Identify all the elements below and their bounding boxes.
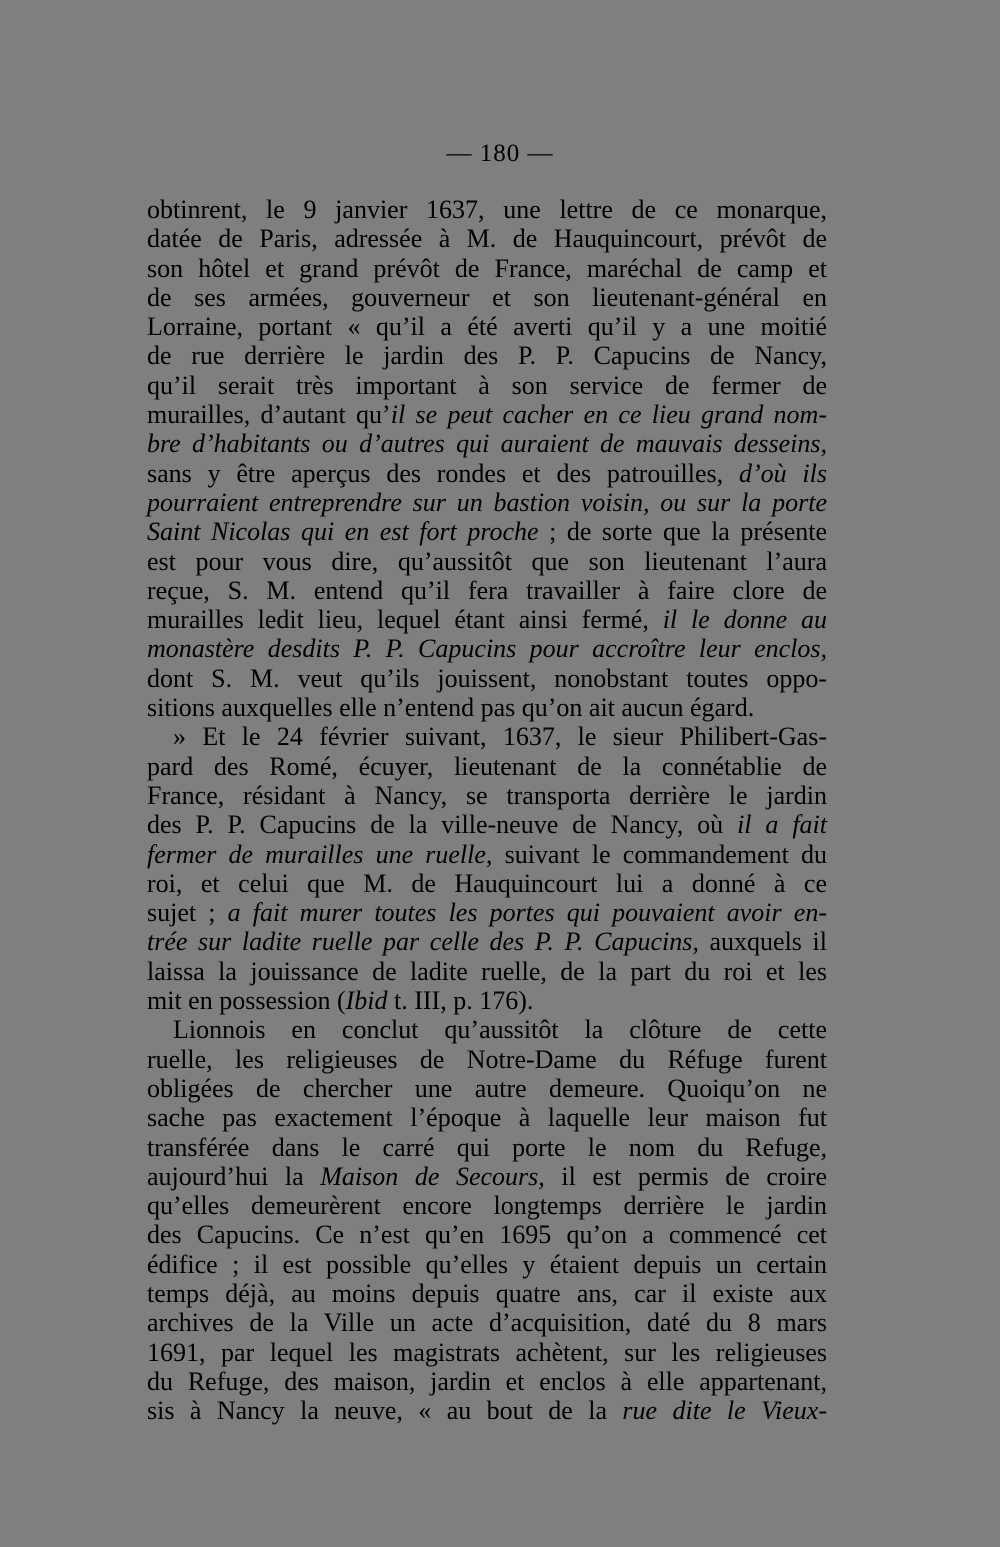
text-run: obligées de chercher une autre demeure. Quoiqu’on ne <box>147 1073 827 1103</box>
text-run: roi, et celui que M. de Hauquincourt lui a donné à ce <box>147 868 827 898</box>
italic-text: il se peut cacher en ce lieu grand nom- <box>390 400 827 430</box>
text-run: des Capucins. Ce n’est qu’en 1695 qu’on a commencé cet <box>147 1220 827 1250</box>
text-line <box>147 1367 827 1396</box>
text-line <box>147 459 827 488</box>
text-run: est pour vous dire, qu’aussitôt que son lieutenant l’aura <box>147 546 827 576</box>
text-line <box>147 371 827 400</box>
text-line <box>147 429 827 458</box>
italic-text: Saint Nicolas qui en est fort proche <box>147 517 539 547</box>
text-run: qu’il serait très important à son service de fermer de <box>147 370 827 400</box>
text-line <box>147 664 827 693</box>
text-line <box>147 283 827 312</box>
text-line <box>147 341 827 370</box>
text-run: dont S. M. veut qu’ils jouissent, nonobstant toutes oppo- <box>147 663 827 693</box>
italic-text: d’où ils <box>738 458 827 488</box>
text-run: sis à Nancy la neuve, « au bout de la <box>147 1396 623 1426</box>
text-run: laissa la jouissance de ladite ruelle, de la part du roi et les <box>147 956 827 986</box>
page-number: — 180 — <box>446 140 554 167</box>
text-line <box>147 840 827 869</box>
text-line <box>147 1103 827 1132</box>
text-line <box>147 1191 827 1220</box>
text-run: des P. P. Capucins de la ville-neuve de Nancy, où <box>147 810 738 840</box>
text-line <box>147 224 827 253</box>
text-run: sujet ; <box>147 898 228 928</box>
italic-text: a fait murer toutes les portes qui pouvaient avoir en- <box>227 898 827 928</box>
text-line <box>147 1308 827 1337</box>
text-line <box>147 898 827 927</box>
text-line <box>147 752 827 781</box>
text-run: son hôtel et grand prévôt de France, maréchal de camp et <box>147 253 827 283</box>
italic-text: Ibid <box>345 986 388 1016</box>
text-line <box>147 195 827 224</box>
text-line <box>147 312 827 341</box>
text-line <box>147 634 827 663</box>
text-run: archives de la Ville un acte d’acquisition, daté du 8 mars <box>147 1308 827 1338</box>
text-run: sache pas exactement l’époque à laquelle leur maison fut <box>147 1103 827 1133</box>
text-run: de rue derrière le jardin des P. P. Capucins de Nancy, <box>147 341 827 371</box>
text-line <box>147 1162 827 1191</box>
italic-text: pourraient entreprendre sur un bastion voisin, ou sur la porte <box>147 487 827 517</box>
italic-text: Maison de Secours, <box>320 1161 545 1191</box>
text-run: sitions auxquelles elle n’entend pas qu’on ait aucun égard. <box>147 693 755 723</box>
text-line <box>147 1338 827 1367</box>
text-run: 1691, par lequel les magistrats achètent, sur les religieuses <box>147 1337 827 1367</box>
text-line <box>147 927 827 956</box>
text-line <box>147 1015 827 1044</box>
text-run: sans y être aperçus des rondes et des patrouilles, <box>147 458 739 488</box>
text-line <box>147 781 827 810</box>
text-run: Lionnois en conclut qu’aussitôt la clôture de cette <box>173 1015 827 1045</box>
text-run: du Refuge, des maison, jardin et enclos à elle appartenant, <box>147 1366 827 1396</box>
text-run: Lorraine, portant « qu’il a été averti qu’il y a une moitié <box>147 312 827 342</box>
text-line <box>147 1045 827 1074</box>
text-run: France, résidant à Nancy, se transporta derrière le jardin <box>147 780 827 810</box>
text-line <box>147 957 827 986</box>
text-line <box>147 1279 827 1308</box>
italic-text: rue dite le Vieux- <box>622 1396 827 1426</box>
text-run: qu’elles demeurèrent encore longtemps derrière le jardin <box>147 1191 827 1221</box>
text-line <box>147 869 827 898</box>
text-line <box>147 547 827 576</box>
text-line <box>147 254 827 283</box>
text-run: suivant le commandement du <box>492 839 827 869</box>
text-run: t. III, p. 176). <box>387 986 534 1016</box>
text-run: murailles ledit lieu, lequel étant ainsi fermé, <box>147 605 663 635</box>
body-text <box>147 195 827 1425</box>
italic-text: il a fait <box>737 810 827 840</box>
text-run: édifice ; il est possible qu’elles y étaient depuis un certain <box>147 1249 827 1279</box>
text-line <box>147 400 827 429</box>
text-run: mit en possession ( <box>147 986 346 1016</box>
text-line <box>147 576 827 605</box>
text-line <box>147 605 827 634</box>
text-run: transférée dans le carré qui porte le nom du Refuge, <box>147 1132 827 1162</box>
text-run: obtinrent, le 9 janvier 1637, une lettre de ce monarque, <box>147 195 827 224</box>
text-run: reçue, S. M. entend qu’il fera travailler à faire clore de <box>147 575 827 605</box>
italic-text: monastère desdits P. P. Capucins pour accroître leur enclos, <box>147 634 827 664</box>
text-line <box>147 722 827 751</box>
text-line <box>147 1396 827 1425</box>
text-run: auxquels il <box>698 927 827 957</box>
text-line <box>147 1220 827 1249</box>
text-line <box>147 693 827 722</box>
italic-text: fermer de murailles une ruelle, <box>147 839 493 869</box>
italic-text: trée sur ladite ruelle par celle des P. P. Capucins, <box>147 927 699 957</box>
text-run: » Et le 24 février suivant, 1637, le sieur Philibert-Gas- <box>173 722 827 752</box>
text-line <box>147 1250 827 1279</box>
text-line <box>147 517 827 546</box>
text-line <box>147 1133 827 1162</box>
text-run: pard des Romé, écuyer, lieutenant de la connétablie de <box>147 751 827 781</box>
text-line <box>147 488 827 517</box>
text-run: ; de sorte que la présente <box>538 517 828 547</box>
text-line <box>147 1074 827 1103</box>
italic-text: il le donne au <box>662 605 827 635</box>
text-run: murailles, d’autant qu’ <box>147 400 391 430</box>
text-run: de ses armées, gouverneur et son lieutenant-général en <box>147 282 827 312</box>
text-line <box>147 986 827 1015</box>
text-run: datée de Paris, adressée à M. de Hauquincourt, prévôt de <box>147 224 827 254</box>
text-run: temps déjà, au moins depuis quatre ans, car il existe aux <box>147 1278 827 1308</box>
italic-text: bre d’habitants ou d’autres qui auraient de mauvais desseins, <box>147 429 827 459</box>
text-run: il est permis de croire <box>544 1161 827 1191</box>
text-run: ruelle, les religieuses de Notre-Dame du Réfuge furent <box>147 1044 827 1074</box>
text-line <box>147 810 827 839</box>
text-run: aujourd’hui la <box>147 1161 321 1191</box>
